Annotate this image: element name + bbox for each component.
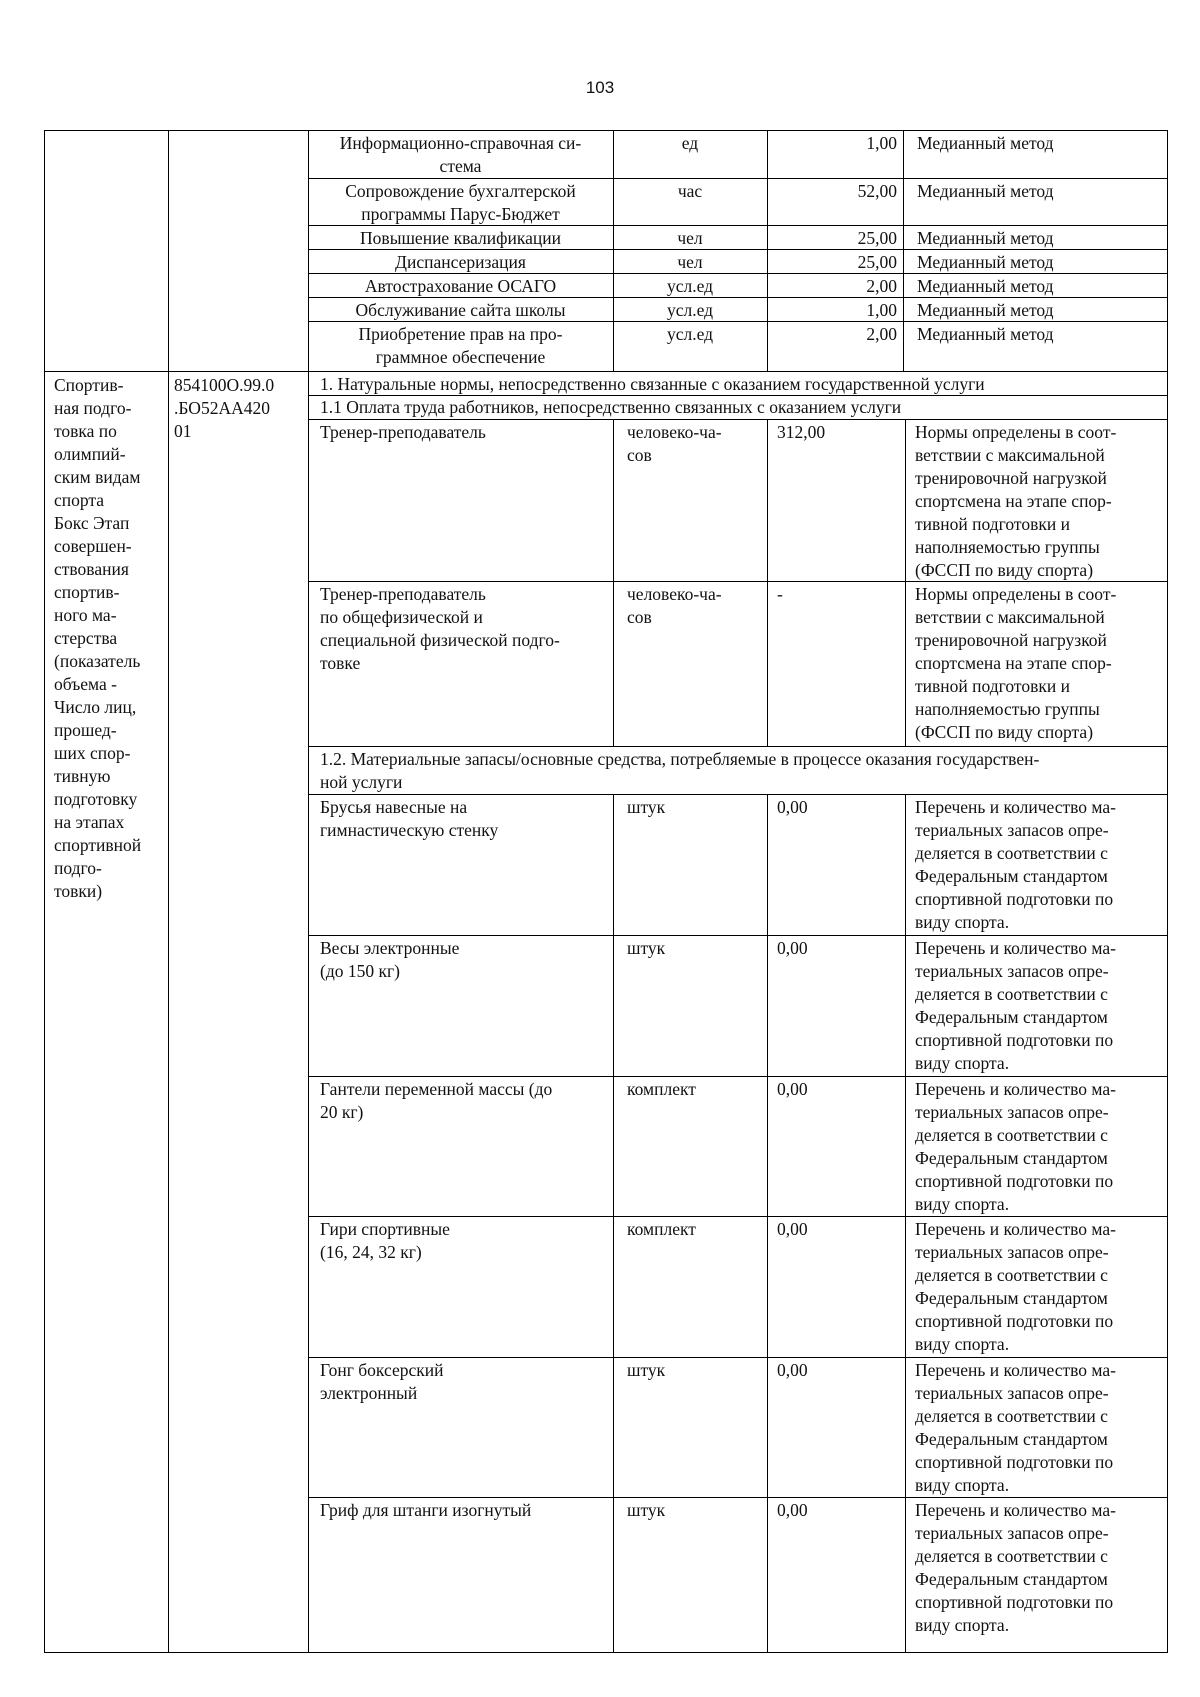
staff-row-rule: [308, 746, 1168, 747]
material-note: виду спорта.: [915, 1334, 1010, 1354]
material-note: спортивной подготовки по: [915, 1171, 1114, 1191]
service-item-name: стема: [439, 156, 482, 176]
material-note: Федеральным стандартом: [915, 1007, 1108, 1027]
material-note: териальных запасов опре-: [915, 1523, 1109, 1543]
staff-position: товке: [320, 653, 361, 673]
staff-note: спортсмена на этапе спор-: [915, 491, 1112, 511]
material-unit: штук: [627, 797, 666, 817]
section-rule: [308, 419, 1168, 420]
material-note: Перечень и количество ма-: [915, 1360, 1116, 1380]
value-cell: 1,00: [866, 300, 897, 320]
unit-cell: усл.ед: [666, 324, 714, 344]
service-name: стерства: [54, 628, 118, 648]
unit-cell: час: [677, 181, 703, 201]
material-note: деляется в соответствии с: [915, 1265, 1108, 1285]
service-name: совершен-: [54, 536, 132, 556]
staff-note: (ФССП по виду спорта): [915, 722, 1094, 742]
method-cell: Медианный метод: [917, 324, 1054, 344]
staff-note: Нормы определены в соот-: [915, 584, 1117, 604]
method-cell: Медианный метод: [917, 300, 1054, 320]
material-note: деляется в соответствии с: [915, 1406, 1108, 1426]
material-unit: штук: [627, 938, 666, 958]
method-cell: Медианный метод: [917, 133, 1054, 153]
service-name: спортив-: [54, 582, 120, 602]
service-name: объема -: [54, 674, 117, 694]
material-note: спортивной подготовки по: [915, 1452, 1114, 1472]
upper-row-rule: [308, 297, 1168, 298]
staff-position: специальной физической подго-: [320, 630, 560, 650]
unit-cell: чел: [677, 228, 703, 248]
material-name: 20 кг): [320, 1102, 364, 1122]
method-cell: Медианный метод: [917, 228, 1054, 248]
material-note: спортивной подготовки по: [915, 1592, 1114, 1612]
service-code: 01: [174, 421, 192, 441]
material-note: териальных запасов опре-: [915, 820, 1109, 840]
table-right-rule: [1167, 130, 1168, 1653]
material-note: Перечень и количество ма-: [915, 1219, 1116, 1239]
method-cell: Медианный метод: [917, 252, 1054, 272]
staff-unit: сов: [627, 607, 652, 627]
section-1-1-title: 1.1 Оплата труда работников, непосредственно связанных с оказанием услуги: [320, 397, 902, 417]
service-item-name: Обслуживание сайта школы: [355, 300, 566, 320]
service-name: Бокс Этап: [54, 513, 130, 533]
upper-col-rule: [613, 130, 614, 372]
material-note: териальных запасов опре-: [915, 961, 1109, 981]
material-note: спортивной подготовки по: [915, 1030, 1114, 1050]
material-note: деляется в соответствии с: [915, 1125, 1108, 1145]
material-row-rule: [308, 1497, 1168, 1498]
material-note: виду спорта.: [915, 912, 1010, 932]
service-name: спортивной: [54, 835, 142, 855]
material-note: Перечень и количество ма-: [915, 938, 1116, 958]
service-item-name: программы Парус-Бюджет: [361, 204, 560, 224]
method-cell: Медианный метод: [917, 181, 1054, 201]
staff-note: наполняемостью группы: [915, 699, 1100, 719]
material-note: виду спорта.: [915, 1615, 1010, 1635]
staff-note: наполняемостью группы: [915, 537, 1100, 557]
material-note: териальных запасов опре-: [915, 1242, 1109, 1262]
name-col-rule: [308, 130, 309, 1653]
material-note: спортивной подготовки по: [915, 1311, 1114, 1331]
service-name: товка по: [54, 421, 117, 441]
material-unit: комплект: [627, 1079, 696, 1099]
material-col-rule: [613, 794, 614, 1653]
material-note: виду спорта.: [915, 1475, 1010, 1495]
material-note: виду спорта.: [915, 1194, 1010, 1214]
upper-row-rule: [308, 225, 1168, 226]
section-1-2-title: 1.2. Материальные запасы/основные средства, потребляемые в процессе оказания государствен-: [320, 749, 1040, 769]
material-note: Перечень и количество ма-: [915, 1500, 1116, 1520]
material-value: 0,00: [777, 1219, 808, 1239]
material-note: деляется в соответствии с: [915, 1546, 1108, 1566]
service-name: Число лиц,: [54, 697, 137, 717]
value-cell: 2,00: [866, 324, 897, 344]
section-1-title: 1. Натуральные нормы, непосредственно связанные с оказанием государственной услуги: [320, 374, 985, 394]
material-note: виду спорта.: [915, 1053, 1010, 1073]
upper-col-rule: [903, 130, 904, 372]
service-name: ших спор-: [54, 743, 131, 763]
code-col-rule: [168, 130, 169, 1653]
staff-col-rule: [767, 419, 768, 747]
material-note: Перечень и количество ма-: [915, 797, 1116, 817]
staff-note: тренировочной нагрузкой: [915, 468, 1107, 488]
service-code: 854100О.99.0: [174, 375, 275, 395]
staff-position: Тренер-преподаватель: [320, 422, 486, 442]
material-col-rule: [767, 794, 768, 1653]
material-name: гимнастическую стенку: [320, 820, 499, 840]
value-cell: 25,00: [857, 252, 897, 272]
staff-unit: сов: [627, 445, 652, 465]
service-item-name: граммное обеспечение: [375, 347, 546, 367]
service-name: прошед-: [54, 720, 117, 740]
unit-cell: ед: [681, 133, 699, 153]
service-item-name: Информационно-справочная си-: [339, 133, 582, 153]
table-bottom-rule: [44, 1652, 1168, 1653]
unit-cell: усл.ед: [666, 300, 714, 320]
material-col-rule: [905, 794, 906, 1653]
service-item-name: Автострахование ОСАГО: [364, 276, 557, 296]
material-name: Гантели переменной массы (до: [320, 1079, 553, 1099]
material-name: Брусья навесные на: [320, 797, 468, 817]
material-note: спортивной подготовки по: [915, 889, 1114, 909]
staff-value: 312,00: [777, 422, 826, 442]
material-value: 0,00: [777, 797, 808, 817]
staff-note: тивной подготовки и: [915, 676, 1070, 696]
material-name: (до 150 кг): [320, 961, 400, 981]
material-row-rule: [308, 1076, 1168, 1077]
material-note: Федеральным стандартом: [915, 1288, 1108, 1308]
method-cell: Медианный метод: [917, 276, 1054, 296]
value-cell: 25,00: [857, 228, 897, 248]
material-row-rule: [308, 935, 1168, 936]
material-note: Перечень и количество ма-: [915, 1079, 1116, 1099]
service-name: подготовку: [54, 789, 138, 809]
material-note: деляется в соответствии с: [915, 843, 1108, 863]
value-cell: 1,00: [866, 133, 897, 153]
staff-note: тренировочной нагрузкой: [915, 630, 1107, 650]
unit-cell: усл.ед: [666, 276, 714, 296]
material-note: териальных запасов опре-: [915, 1383, 1109, 1403]
service-item-name: Приобретение прав на про-: [358, 324, 563, 344]
material-name: Гири спортивные: [320, 1219, 450, 1239]
upper-row-rule: [308, 321, 1168, 322]
material-row-rule: [308, 1216, 1168, 1217]
staff-note: Нормы определены в соот-: [915, 422, 1117, 442]
material-value: 0,00: [777, 1500, 808, 1520]
service-name: спорта: [54, 490, 105, 510]
staff-note: ветствии с максимальной: [915, 445, 1105, 465]
material-note: Федеральным стандартом: [915, 1429, 1108, 1449]
section-1-2-title: ной услуги: [320, 772, 403, 792]
service-name: подго-: [54, 858, 102, 878]
material-note: териальных запасов опре-: [915, 1102, 1109, 1122]
table-left-rule: [44, 130, 45, 1653]
material-note: Федеральным стандартом: [915, 1148, 1108, 1168]
staff-position: Тренер-преподаватель: [320, 584, 486, 604]
value-cell: 52,00: [857, 181, 897, 201]
material-name: Весы электронные: [320, 938, 460, 958]
service-top-rule: [44, 371, 1168, 372]
material-name: (16, 24, 32 кг): [320, 1242, 422, 1262]
upper-row-rule: [308, 178, 1168, 179]
staff-unit: человеко-ча-: [627, 422, 722, 442]
staff-row-rule: [308, 581, 1168, 582]
service-item-name: Диспансеризация: [395, 252, 526, 272]
material-name: Гриф для штанги изогнутый: [320, 1500, 532, 1520]
staff-col-rule: [613, 419, 614, 747]
material-name: Гонг боксерский: [320, 1360, 444, 1380]
material-unit: штук: [627, 1360, 666, 1380]
staff-note: тивной подготовки и: [915, 514, 1070, 534]
material-unit: комплект: [627, 1219, 696, 1239]
upper-col-rule: [767, 130, 768, 372]
staff-position: по общефизической и: [320, 607, 483, 627]
service-item-name: Повышение квалификации: [360, 228, 561, 248]
section-rule: [308, 794, 1168, 795]
staff-col-rule: [905, 419, 906, 747]
table-top-rule: [44, 130, 1168, 131]
material-name: электронный: [320, 1383, 418, 1403]
upper-row-rule: [308, 249, 1168, 250]
service-name: Спортив-: [54, 375, 124, 395]
material-value: 0,00: [777, 938, 808, 958]
material-unit: штук: [627, 1500, 666, 1520]
service-name: ного ма-: [54, 605, 117, 625]
material-note: Федеральным стандартом: [915, 1569, 1108, 1589]
value-cell: 2,00: [866, 276, 897, 296]
material-note: деляется в соответствии с: [915, 984, 1108, 1004]
service-name: тивную: [54, 766, 111, 786]
service-name: товки): [54, 881, 103, 901]
service-code: .БО52АА420: [174, 398, 270, 418]
unit-cell: чел: [677, 252, 703, 272]
material-note: Федеральным стандартом: [915, 866, 1108, 886]
staff-note: (ФССП по виду спорта): [915, 560, 1094, 580]
service-name: на этапах: [54, 812, 125, 832]
staff-note: спортсмена на этапе спор-: [915, 653, 1112, 673]
material-value: 0,00: [777, 1360, 808, 1380]
page-number: 103: [585, 78, 615, 97]
service-name: (показатель: [54, 651, 141, 671]
staff-value: -: [777, 584, 783, 604]
service-name: олимпий-: [54, 444, 126, 464]
material-value: 0,00: [777, 1079, 808, 1099]
staff-note: ветствии с максимальной: [915, 607, 1105, 627]
service-name: ная подго-: [54, 398, 132, 418]
material-row-rule: [308, 1357, 1168, 1358]
service-item-name: Сопровождение бухгалтерской: [345, 181, 576, 201]
service-name: ским видам: [54, 467, 141, 487]
staff-unit: человеко-ча-: [627, 584, 722, 604]
service-name: ствования: [54, 559, 129, 579]
upper-row-rule: [308, 273, 1168, 274]
